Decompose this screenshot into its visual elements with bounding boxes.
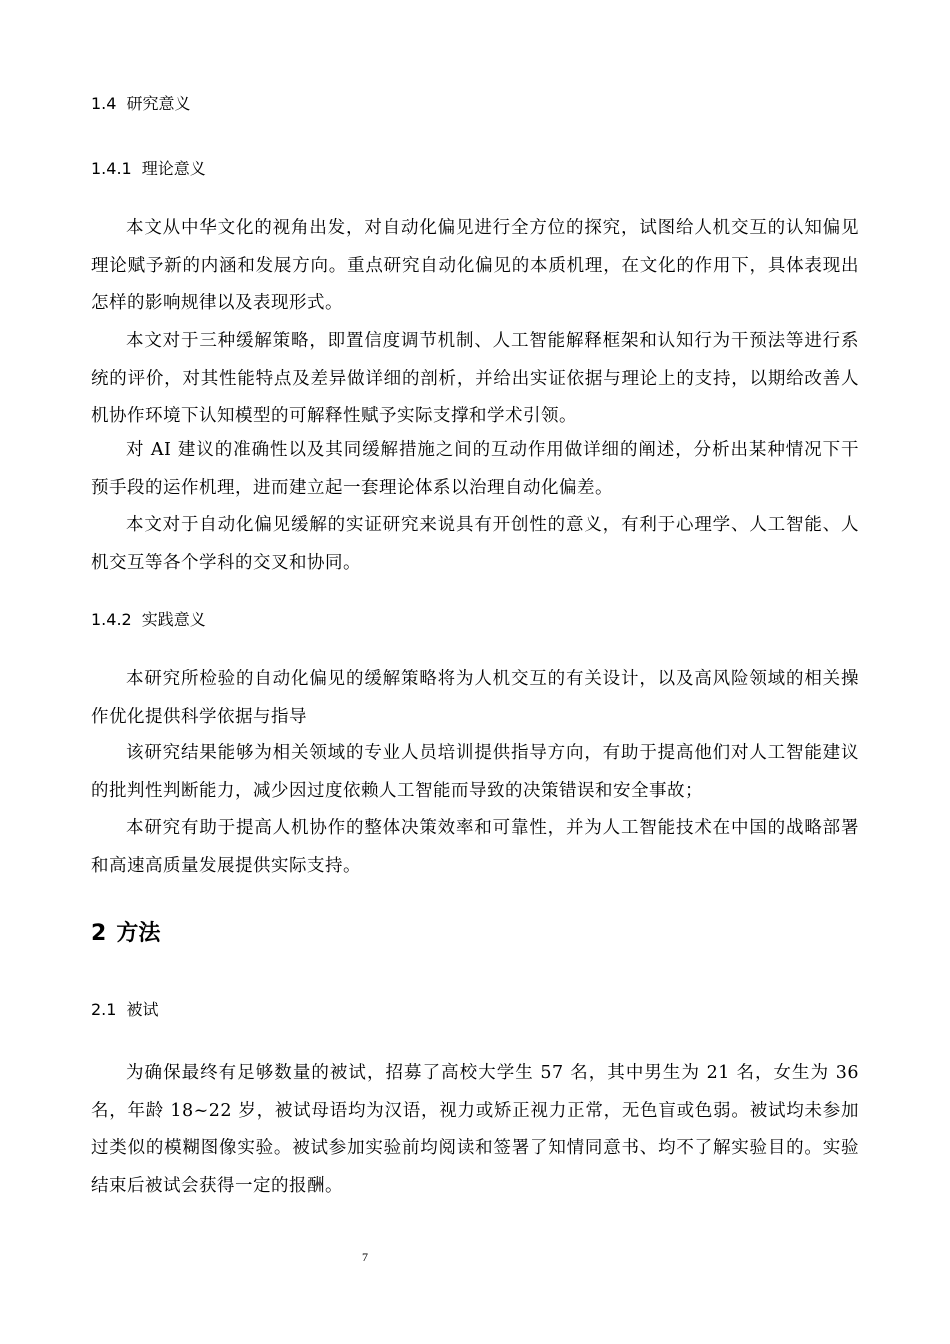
- section-title: 被试: [126, 1000, 159, 1019]
- section-number: 2: [91, 921, 107, 946]
- paragraph: 本文对于三种缓解策略，即置信度调节机制、人工智能解释框架和认知行为干预法等进行系统的评价，对其性能特点及差异做详细的剖析，并给出实证依据与理论上的支持，以期给改善人机协作环境下认知模型的可解释性赋予实际支撑和学术引领。: [91, 331, 859, 426]
- paragraph: 本文从中华文化的视角出发，对自动化偏见进行全方位的探究，试图给人机交互的认知偏见理论赋予新的内涵和发展方向。重点研究自动化偏见的本质机理，在文化的作用下，具体表现出怎样的影响规律以及表现形式。: [91, 218, 859, 313]
- section-heading-1-4-2: [91, 610, 206, 630]
- section-heading-1-4-1: [91, 159, 206, 179]
- section-title: 实践意义: [141, 610, 206, 629]
- page-number: 7: [362, 1250, 368, 1264]
- section-number: 1.4.2: [91, 610, 132, 629]
- section-title: 方法: [116, 921, 161, 946]
- section-title: 理论意义: [141, 159, 206, 178]
- section-number: 1.4: [91, 94, 117, 113]
- paragraph: 对 AI 建议的准确性以及其同缓解措施之间的互动作用做详细的阐述，分析出某种情况下干预手段的运作机理，进而建立起一套理论体系以治理自动化偏差。: [91, 440, 859, 498]
- section-heading-2: [91, 920, 160, 948]
- section-number: 1.4.1: [91, 159, 132, 178]
- section-number: 2.1: [91, 1000, 117, 1019]
- paragraph: 本研究所检验的自动化偏见的缓解策略将为人机交互的有关设计，以及高风险领域的相关操作优化提供科学依据与指导: [91, 669, 859, 727]
- paragraph: 本研究有助于提高人机协作的整体决策效率和可靠性，并为人工智能技术在中国的战略部署和高速高质量发展提供实际支持。: [91, 818, 859, 876]
- section-heading-1-4: [91, 94, 190, 114]
- paragraph: 该研究结果能够为相关领域的专业人员培训提供指导方向，有助于提高他们对人工智能建议的批判性判断能力，减少因过度依赖人工智能而导致的决策错误和安全事故；: [91, 743, 859, 801]
- paragraph: 为确保最终有足够数量的被试，招募了高校大学生 57 名，其中男生为 21 名，女生为 36 名，年龄 18~22 岁，被试母语均为汉语，视力或矫正视力正常，无色盲或色弱。被试均未参加过类似的模糊图像实验。被试参加实验前均阅读和签署了知情同意书、均不了解实验目的。实验结束后被试会获得一定的报酬。: [91, 1063, 859, 1196]
- paragraph: 本文对于自动化偏见缓解的实证研究来说具有开创性的意义，有利于心理学、人工智能、人机交互等各个学科的交叉和协同。: [91, 515, 859, 573]
- section-heading-2-1: [91, 1000, 158, 1020]
- section-title: 研究意义: [126, 94, 191, 113]
